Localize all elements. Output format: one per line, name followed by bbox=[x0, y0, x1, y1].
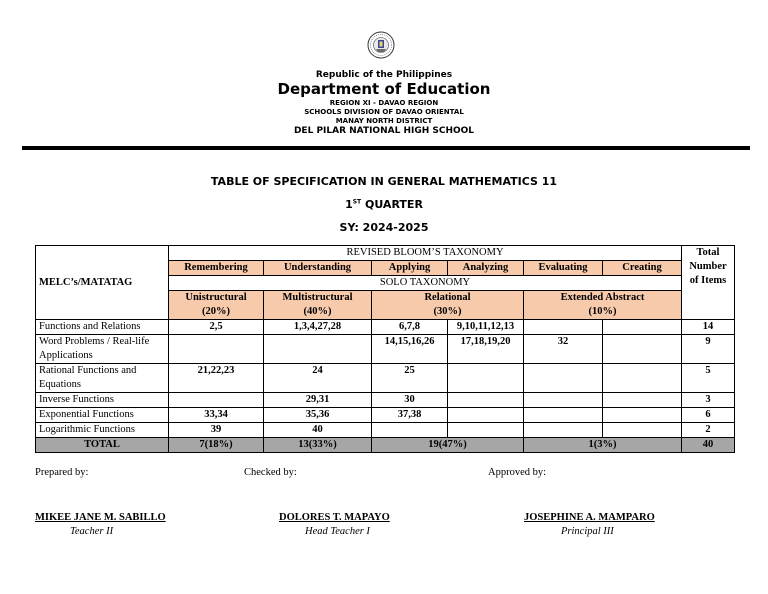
approved-role: Principal III bbox=[561, 526, 614, 537]
item-cell bbox=[603, 335, 682, 364]
item-cell bbox=[524, 320, 603, 335]
division-text: SCHOOLS DIVISION OF DAVAO ORIENTAL bbox=[304, 108, 464, 116]
item-cell bbox=[603, 393, 682, 408]
total-label: TOTAL bbox=[36, 438, 169, 453]
item-cell bbox=[524, 393, 603, 408]
item-cell bbox=[524, 364, 603, 393]
solo-level: Relational (30%) bbox=[372, 291, 524, 320]
item-cell: 30 bbox=[372, 393, 448, 408]
item-cell: 2,5 bbox=[169, 320, 264, 335]
topic-cell: Logarithmic Functions bbox=[36, 423, 169, 438]
item-cell: 33,34 bbox=[169, 408, 264, 423]
item-cell: 32 bbox=[524, 335, 603, 364]
blooms-level: Creating bbox=[603, 261, 682, 276]
item-cell: 35,36 bbox=[264, 408, 372, 423]
total-cell: 2 bbox=[682, 423, 735, 438]
blooms-level: Evaluating bbox=[524, 261, 603, 276]
total-cell: 14 bbox=[682, 320, 735, 335]
item-cell bbox=[169, 393, 264, 408]
solo-level: Extended Abstract (10%) bbox=[524, 291, 682, 320]
total-cell: 5 bbox=[682, 364, 735, 393]
item-cell bbox=[264, 335, 372, 364]
total-uni: 7(18%) bbox=[169, 438, 264, 453]
item-cell bbox=[169, 335, 264, 364]
republic-text: Republic of the Philippines bbox=[315, 70, 453, 80]
item-cell: 24 bbox=[264, 364, 372, 393]
melc-header: MELC’s/MATATAG bbox=[36, 246, 169, 320]
blooms-level: Analyzing bbox=[448, 261, 524, 276]
blooms-level: Applying bbox=[372, 261, 448, 276]
region-text: REGION XI - DAVAO REGION bbox=[329, 99, 439, 107]
school-name: DEL PILAR NATIONAL HIGH SCHOOL bbox=[293, 126, 475, 136]
prepared-by-label: Prepared by: bbox=[35, 467, 89, 478]
blooms-level: Remembering bbox=[169, 261, 264, 276]
header-divider bbox=[22, 146, 750, 150]
table-row bbox=[36, 408, 735, 423]
item-cell bbox=[603, 423, 682, 438]
item-cell: 40 bbox=[264, 423, 372, 438]
item-cell bbox=[448, 393, 524, 408]
item-cell: 37,38 bbox=[372, 408, 448, 423]
prepared-role: Teacher II bbox=[70, 526, 114, 537]
item-cell bbox=[603, 408, 682, 423]
specification-table bbox=[35, 245, 735, 453]
item-cell: 9,10,11,12,13 bbox=[448, 320, 524, 335]
total-rel: 19(47%) bbox=[372, 438, 524, 453]
school-year: SY: 2024-2025 bbox=[339, 221, 429, 234]
item-cell bbox=[524, 408, 603, 423]
topic-cell: Rational Functions and Equations bbox=[36, 364, 169, 393]
checked-name: DOLORES T. MAPAYO bbox=[279, 512, 390, 523]
document-title: TABLE OF SPECIFICATION IN GENERAL MATHEMATICS 11 bbox=[210, 175, 558, 188]
item-cell: 39 bbox=[169, 423, 264, 438]
table-row bbox=[36, 320, 735, 335]
total-items-header: Total Number of Items bbox=[682, 246, 735, 320]
solo-header: SOLO TAXONOMY bbox=[169, 276, 682, 291]
deped-seal-logo bbox=[367, 31, 395, 59]
checked-by-label: Checked by: bbox=[244, 467, 297, 478]
blooms-level: Understanding bbox=[264, 261, 372, 276]
item-cell: 6,7,8 bbox=[372, 320, 448, 335]
total-row bbox=[36, 438, 735, 453]
solo-level: Unistructural (20%) bbox=[169, 291, 264, 320]
topic-cell: Word Problems / Real-life Applications bbox=[36, 335, 169, 364]
item-cell: 17,18,19,20 bbox=[448, 335, 524, 364]
item-cell bbox=[448, 423, 524, 438]
item-cell bbox=[372, 423, 448, 438]
topic-cell: Functions and Relations bbox=[36, 320, 169, 335]
checked-role: Head Teacher I bbox=[305, 526, 370, 537]
table-row bbox=[36, 364, 735, 393]
total-ext: 1(3%) bbox=[524, 438, 682, 453]
table-row bbox=[36, 393, 735, 408]
item-cell bbox=[603, 364, 682, 393]
quarter-title: 1ST QUARTER bbox=[345, 198, 423, 211]
item-cell: 14,15,16,26 bbox=[372, 335, 448, 364]
item-cell bbox=[448, 364, 524, 393]
table-row bbox=[36, 335, 735, 364]
total-cell: 3 bbox=[682, 393, 735, 408]
total-multi: 13(33%) bbox=[264, 438, 372, 453]
prepared-name: MIKEE JANE M. SABILLO bbox=[35, 512, 166, 523]
approved-by-label: Approved by: bbox=[488, 467, 547, 478]
district-text: MANAY NORTH DISTRICT bbox=[335, 117, 433, 125]
department-title: Department of Education bbox=[277, 80, 491, 98]
item-cell: 29,31 bbox=[264, 393, 372, 408]
item-cell bbox=[524, 423, 603, 438]
item-cell bbox=[448, 408, 524, 423]
item-cell bbox=[603, 320, 682, 335]
table-row bbox=[36, 423, 735, 438]
total-cell: 9 bbox=[682, 335, 735, 364]
item-cell: 25 bbox=[372, 364, 448, 393]
item-cell: 21,22,23 bbox=[169, 364, 264, 393]
blooms-header: REVISED BLOOM’S TAXONOMY bbox=[169, 246, 682, 261]
topic-cell: Exponential Functions bbox=[36, 408, 169, 423]
topic-cell: Inverse Functions bbox=[36, 393, 169, 408]
grand-total: 40 bbox=[682, 438, 735, 453]
solo-level: Multistructural (40%) bbox=[264, 291, 372, 320]
total-cell: 6 bbox=[682, 408, 735, 423]
item-cell: 1,3,4,27,28 bbox=[264, 320, 372, 335]
approved-name: JOSEPHINE A. MAMPARO bbox=[524, 512, 655, 523]
